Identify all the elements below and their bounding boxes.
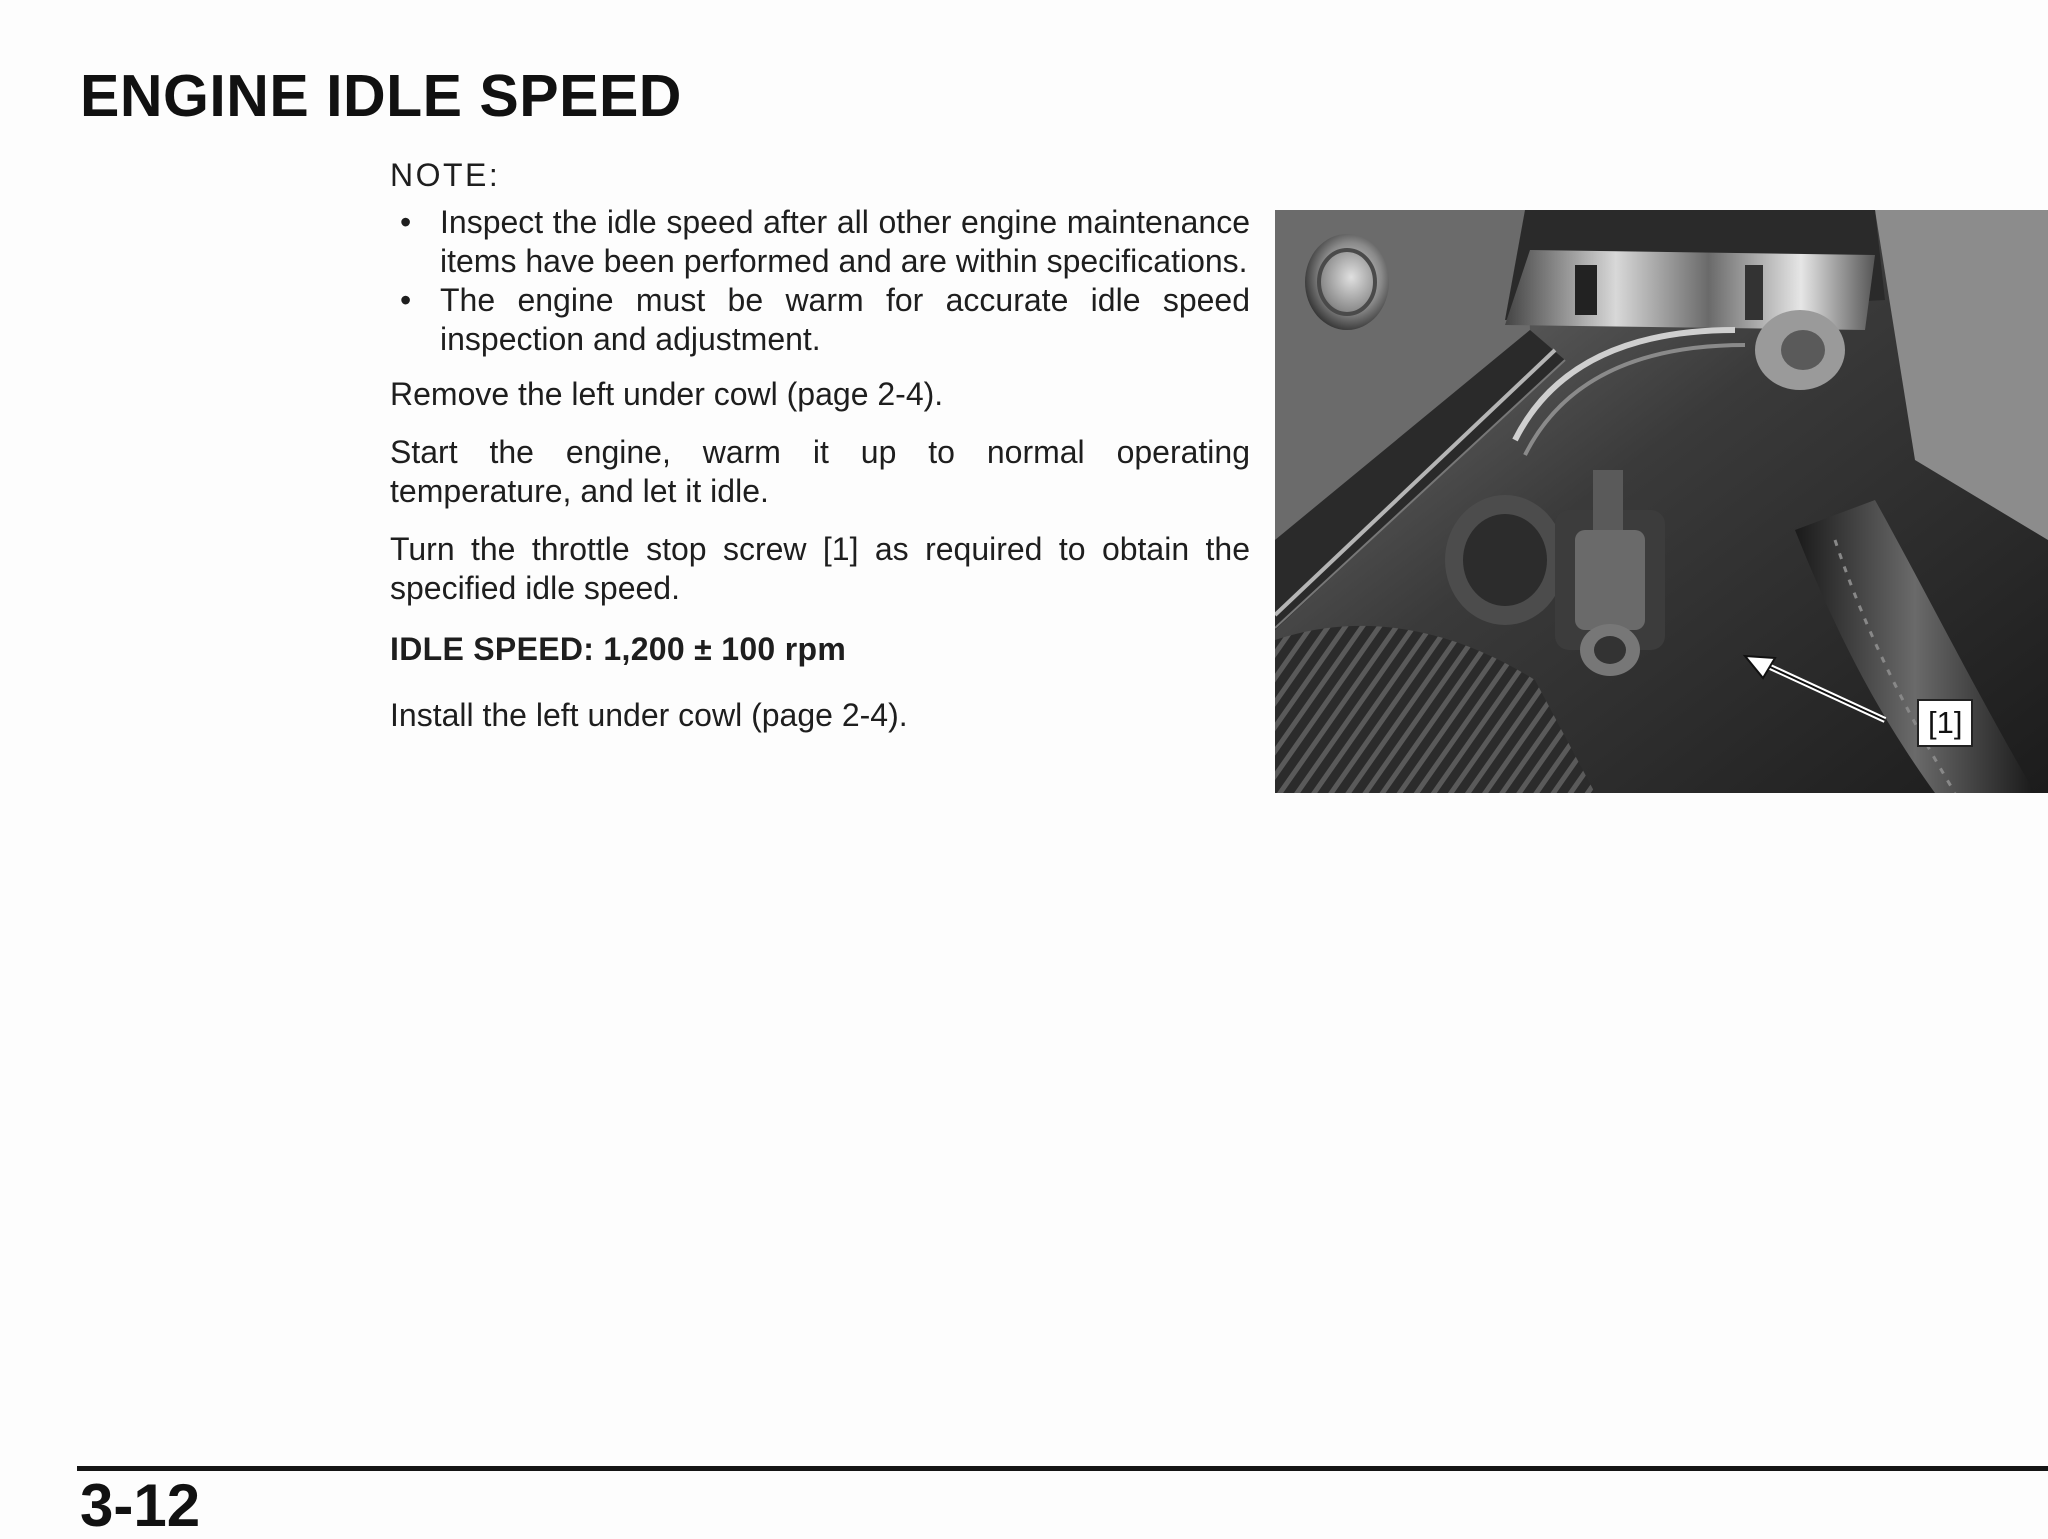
note-item bbox=[390, 281, 1250, 359]
note-item-text: The engine must be warm for accurate idle speed inspection and adjustment. bbox=[440, 282, 1250, 357]
page-title: ENGINE IDLE SPEED bbox=[80, 63, 682, 129]
bullet-icon: • bbox=[400, 204, 412, 240]
step-install-cowl: Install the left under cowl (page 2-4). bbox=[390, 697, 908, 733]
step-warm-engine: Start the engine, warm it up to normal operating temperature, and let it idle. bbox=[390, 434, 1250, 509]
footer-rule bbox=[77, 1466, 2048, 1471]
note-label: NOTE: bbox=[390, 157, 501, 193]
note-list bbox=[390, 203, 1250, 359]
engine-photo bbox=[1275, 210, 2048, 793]
text-column bbox=[390, 156, 1250, 754]
callout-label-throttle-stop-screw: [1] bbox=[1917, 699, 1973, 747]
note-item-text: Inspect the idle speed after all other engine maintenance items have been performed and are within specifications. bbox=[440, 204, 1250, 279]
step-adjust-screw: Turn the throttle stop screw [1] as required to obtain the specified idle speed. bbox=[390, 531, 1250, 606]
idle-speed-spec: IDLE SPEED: 1,200 ± 100 rpm bbox=[390, 631, 847, 667]
step-remove-cowl: Remove the left under cowl (page 2-4). bbox=[390, 376, 944, 412]
page-number: 3-12 bbox=[80, 1472, 201, 1539]
note-item bbox=[390, 203, 1250, 281]
bullet-icon: • bbox=[400, 282, 412, 318]
